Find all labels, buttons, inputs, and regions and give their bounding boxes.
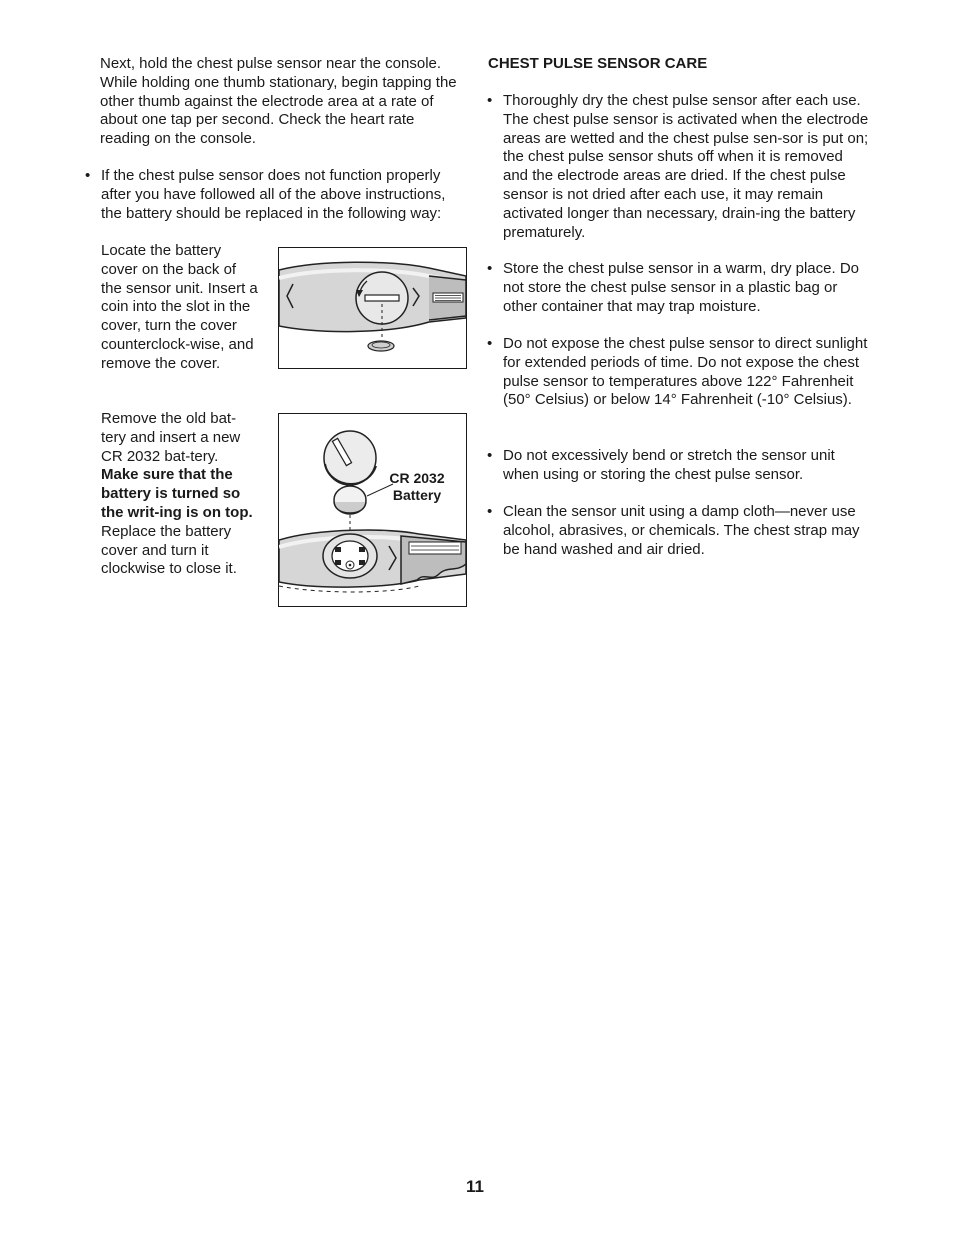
- care-bullet-text: Thoroughly dry the chest pulse sensor after each use. The chest pulse sensor is activated when the electrode areas are wetted and the chest pulse sen-sor is put on; the chest pulse sensor shuts off when it is removed and the electrode areas are dried. If the chest pulse sensor is not dried after each use, it may remain activated longer than necessary, drain-ing the battery prematurely.: [503, 92, 869, 241]
- battery-illustration: [279, 414, 466, 606]
- sensor-cover-illustration: [279, 248, 466, 368]
- battery-label-word: Battery: [392, 487, 442, 503]
- battery-replacement-bullet: [85, 167, 469, 223]
- care-bullet-clean: [487, 503, 869, 559]
- bullet-dot: •: [85, 167, 91, 184]
- care-bullet-text: Do not excessively bend or stretch the sensor unit when using or storing the chest pulse sensor.: [503, 447, 835, 483]
- care-bullet-sunlight: [487, 335, 873, 410]
- replace-step-intro: Remove the old bat-tery and insert a new CR 2032 bat-tery.: [101, 410, 241, 465]
- replace-battery-step: [101, 410, 259, 579]
- replace-step-emphasis: Make sure that the battery is turned so the writ-ing is on top.: [101, 466, 253, 521]
- battery-replacement-figure: [278, 413, 467, 607]
- care-bullet-text: Store the chest pulse sensor in a warm, dry place. Do not store the chest pulse sensor in a plastic bag or other container that may trap moisture.: [503, 260, 860, 315]
- replace-step-outro: Replace the battery cover and turn it clockwise to close it.: [101, 522, 237, 578]
- locate-cover-step: Locate the battery cover on the back of the sensor unit. Insert a coin into the slot in the cover, turn the cover counterclock-wise, and remove the cover.: [101, 242, 258, 372]
- battery-bullet-text: If the chest pulse sensor does not function properly after you have followed all of the above instructions, the battery should be replaced in the following way:: [101, 167, 446, 222]
- care-bullet-bend: [487, 447, 869, 485]
- care-bullet-text: Clean the sensor unit using a damp cloth—never use alcohol, abrasives, or chemicals. The chest strap may be hand washed and air dried.: [503, 503, 860, 558]
- care-heading: CHEST PULSE SENSOR CARE: [488, 55, 708, 72]
- battery-label-model: CR 2032: [389, 470, 445, 486]
- bullet-dot: •: [487, 335, 493, 352]
- bullet-dot: •: [487, 447, 493, 464]
- bullet-dot: •: [487, 92, 493, 109]
- battery-callout-label: [377, 470, 457, 504]
- bullet-dot: •: [487, 260, 493, 277]
- care-bullet-text: Do not expose the chest pulse sensor to direct sunlight for extended periods of time. Do not expose the chest pulse sensor to temperatures above 122° Fahrenheit (50° Celsius) or below 14° Fahrenheit (-10° Celsius).: [503, 335, 868, 409]
- bullet-dot: •: [487, 503, 493, 520]
- care-bullet-dry: [487, 92, 869, 242]
- care-bullet-store: [487, 260, 869, 316]
- battery-cover-figure: [278, 247, 467, 369]
- intro-paragraph: Next, hold the chest pulse sensor near the console. While holding one thumb stationary, begin tapping the other thumb against the electrode area at a rate of about one tap per second. Check the heart rate reading on the console.: [100, 55, 457, 148]
- page-number: 11: [466, 1177, 484, 1196]
